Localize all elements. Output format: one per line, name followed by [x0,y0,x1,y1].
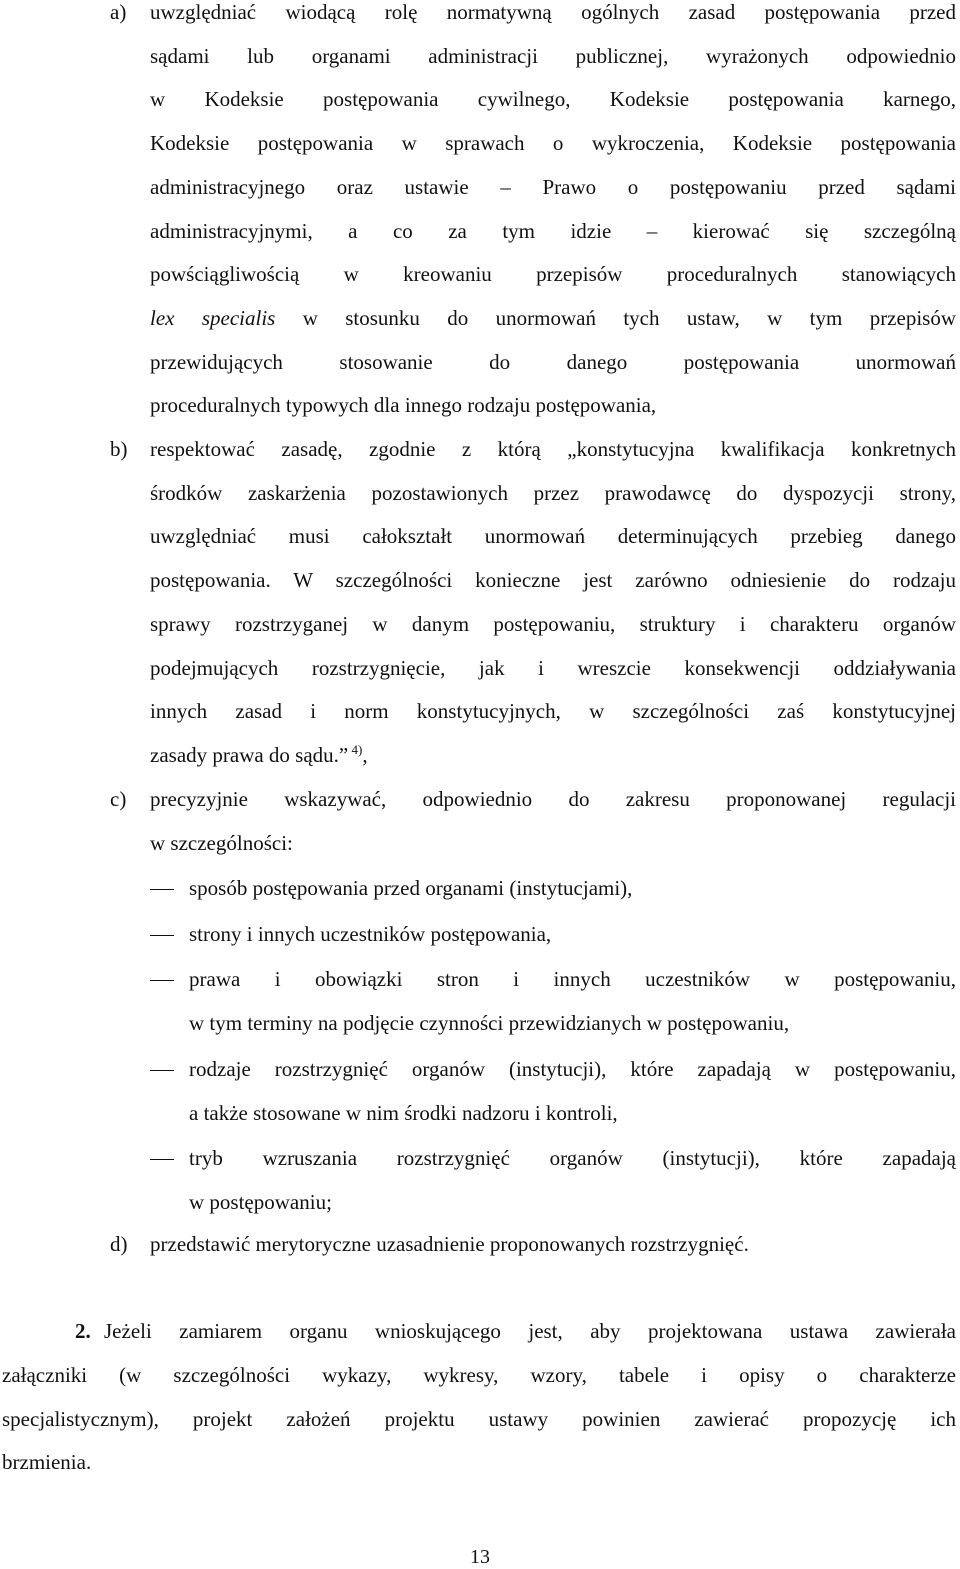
text-line: załączniki (w szczególności wykazy, wykresy, wzory, tabele i opisy o charakterze [2,1363,956,1387]
sub-item-line: a także stosowane w nim środki nadzoru i kontroli, [189,1101,618,1125]
text-line-rest: w stosunku do unormowań tych ustaw, w tym przepisów [275,306,956,330]
sub-item-line: sposób postępowania przed organami (instytucjami), [189,876,633,900]
sub-item-line: tryb wzruszania rozstrzygnięć organów (instytucji), które zapadają [189,1146,956,1170]
text-line: Kodeksie postępowania w sprawach o wykroczenia, Kodeksie postępowania [150,131,956,155]
text-line: respektować zasadę, zgodnie z którą „konstytucyjna kwalifikacja konkretnych [150,437,956,461]
sub-item-line: w postępowaniu; [189,1190,332,1214]
text-line: Jeżeli zamiarem organu wnioskującego jest, aby projektowana ustawa zawierała [104,1319,956,1343]
text-line [150,306,956,332]
text-line: specjalistycznym), projekt założeń projektu ustawy powinien zawierać propozycję ich [2,1407,956,1431]
list-marker: d) [110,1232,128,1256]
sub-item-line: rodzaje rozstrzygnięć organów (instytucji), które zapadają w postępowaniu, [189,1057,956,1081]
sub-item-line: strony i innych uczestników postępowania, [189,922,552,946]
text-line [150,743,368,769]
sub-item-line: w tym terminy na podjęcie czynności przewidzianych w postępowaniu, [189,1011,790,1035]
text-line: proceduralnych typowych dla innego rodzaju postępowania, [150,393,657,417]
paragraph-number: 2. [75,1319,91,1343]
dash-bullet [150,889,174,890]
sub-item-line: prawa i obowiązki stron i innych uczestników w postępowaniu, [189,967,956,991]
dash-bullet [150,1159,174,1160]
text-line: sprawy rozstrzyganej w danym postępowaniu, struktury i charakteru organów [150,612,956,636]
text-line: uwzględniać musi całokształt unormowań determinujących przebieg danego [150,524,956,548]
punctuation: , [362,743,368,767]
text-line: brzmienia. [2,1450,92,1474]
page-number: 13 [470,1546,490,1568]
text-line: w Kodeksie postępowania cywilnego, Kodeksie postępowania karnego, [150,87,956,111]
dash-bullet [150,980,174,981]
italic-term: lex specialis [150,306,276,330]
text-line: uwzględniać wiodącą rolę normatywną ogólnych zasad postępowania przed [150,0,956,24]
text-line: administracyjnymi, a co za tym idzie – kierować się szczególną [150,219,956,243]
text-line: w szczególności: [150,831,293,855]
text-line: przedstawić merytoryczne uzasadnienie proponowanych rozstrzygnięć. [150,1232,749,1256]
text-line: precyzyjnie wskazywać, odpowiednio do zakresu proponowanej regulacji [150,787,956,811]
text-line-content: zasady prawa do sądu.” [150,743,349,767]
text-line: przewidujących stosowanie do danego postępowania unormowań [150,350,956,374]
text-line: sądami lub organami administracji publicznej, wyrażonych odpowiednio [150,44,956,68]
text-line: innych zasad i norm konstytucyjnych, w szczególności zaś konstytucyjnej [150,699,956,723]
text-line: administracyjnego oraz ustawie – Prawo o postępowaniu przed sądami [150,175,956,199]
list-marker: b) [110,437,128,461]
dash-bullet [150,1070,174,1071]
list-marker: a) [110,0,127,24]
dash-bullet [150,935,174,936]
text-line: podejmujących rozstrzygnięcie, jak i wreszcie konsekwencji oddziaływania [150,656,956,680]
text-line: postępowania. W szczególności konieczne jest zarówno odniesienie do rodzaju [150,568,956,592]
text-line: środków zaskarżenia pozostawionych przez prawodawcę do dyspozycji strony, [150,481,956,505]
text-line: powściągliwością w kreowaniu przepisów proceduralnych stanowiących [150,262,956,286]
footnote-reference: 4) [348,742,363,757]
list-marker: c) [110,787,127,811]
